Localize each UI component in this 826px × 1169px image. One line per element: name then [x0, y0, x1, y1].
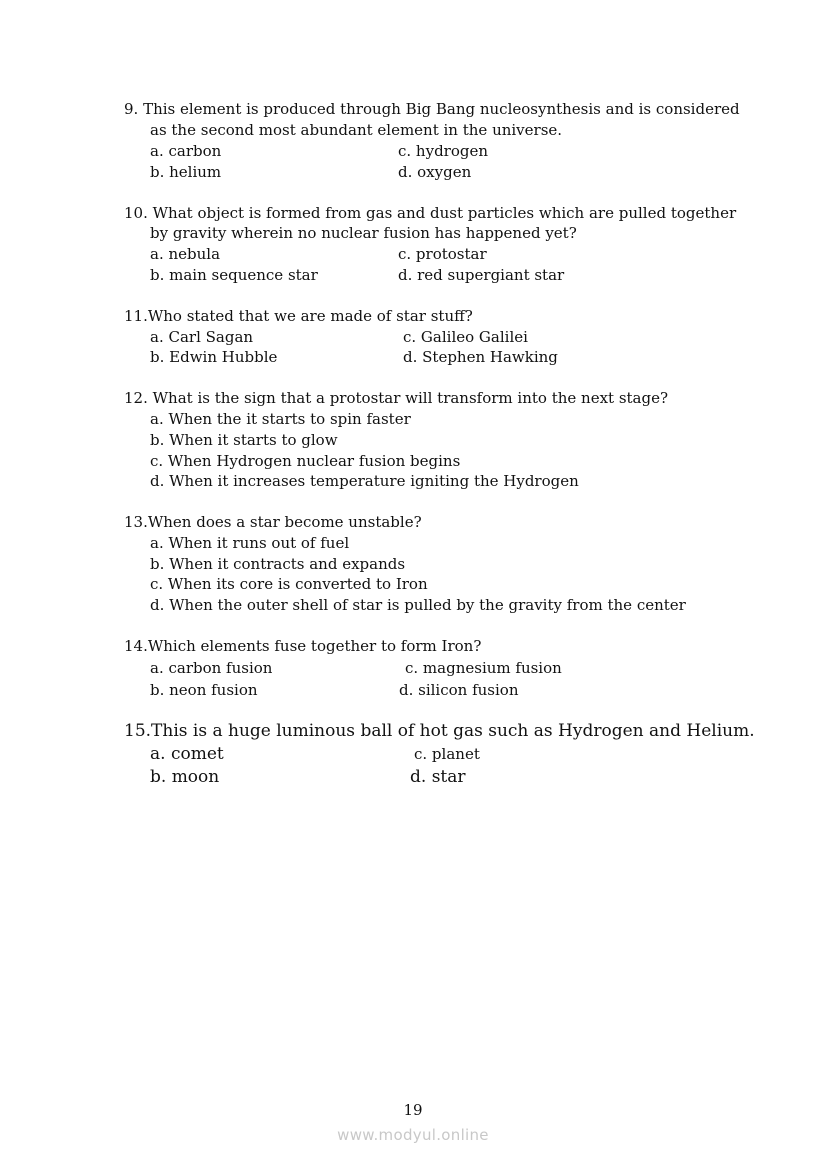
- question-14-stem-line1: 14.Which elements fuse together to form Iron?: [124, 637, 482, 655]
- question-9-option-b: b. helium: [150, 163, 222, 181]
- question-12-option-d: d. When it increases temperature igniting the Hydrogen: [150, 472, 579, 490]
- question-14-option-c: c. magnesium fusion: [405, 659, 562, 677]
- question-15-option-a: a. comet: [150, 744, 224, 764]
- question-11-option-d: d. Stephen Hawking: [403, 348, 558, 366]
- question-14-option-b: b. neon fusion: [150, 681, 258, 699]
- question-12-option-c: c. When Hydrogen nuclear fusion begins: [150, 452, 461, 470]
- question-9-stem-line2: as the second most abundant element in the universe.: [150, 121, 563, 139]
- page-number: 19: [403, 1101, 423, 1119]
- watermark: www.modyul.online: [337, 1126, 489, 1144]
- question-15-option-c: c. planet: [414, 745, 480, 763]
- question-10-option-c: c. protostar: [398, 245, 487, 263]
- question-11-option-a: a. Carl Sagan: [150, 328, 254, 346]
- question-9-option-c: c. hydrogen: [398, 142, 489, 160]
- question-11-stem-line1: 11.Who stated that we are made of star stuff?: [124, 307, 473, 325]
- question-10-option-d: d. red supergiant star: [398, 266, 565, 284]
- question-9-option-a: a. carbon: [150, 142, 222, 160]
- question-13-option-a: a. When it runs out of fuel: [150, 534, 350, 552]
- question-13-option-c: c. When its core is converted to Iron: [150, 575, 428, 593]
- question-14-option-d: d. silicon fusion: [399, 681, 519, 699]
- question-11-option-b: b. Edwin Hubble: [150, 348, 278, 366]
- question-10-option-b: b. main sequence star: [150, 266, 318, 284]
- question-9-option-d: d. oxygen: [398, 163, 472, 181]
- question-13-option-d: d. When the outer shell of star is pulled by the gravity from the center: [150, 596, 686, 614]
- question-11-option-c: c. Galileo Galilei: [403, 328, 528, 346]
- question-15-option-d: d. star: [410, 767, 466, 787]
- question-12-stem-line1: 12. What is the sign that a protostar will transform into the next stage?: [124, 389, 669, 407]
- question-14-option-a: a. carbon fusion: [150, 659, 273, 677]
- question-12-option-a: a. When the it starts to spin faster: [150, 410, 411, 428]
- question-9-stem-line1: 9. This element is produced through Big Bang nucleosynthesis and is considered: [124, 100, 740, 118]
- question-10-stem-line1: 10. What object is formed from gas and dust particles which are pulled together: [124, 204, 737, 222]
- question-13-stem-line1: 13.When does a star become unstable?: [124, 513, 422, 531]
- question-10-stem-line2: by gravity wherein no nuclear fusion has happened yet?: [150, 224, 577, 242]
- question-13-option-b: b. When it contracts and expands: [150, 555, 406, 573]
- question-12-option-b: b. When it starts to glow: [150, 431, 338, 449]
- question-10-option-a: a. nebula: [150, 245, 221, 263]
- question-15-option-b: b. moon: [150, 767, 220, 787]
- question-15-stem-line1: 15.This is a huge luminous ball of hot gas such as Hydrogen and Helium.: [124, 721, 755, 741]
